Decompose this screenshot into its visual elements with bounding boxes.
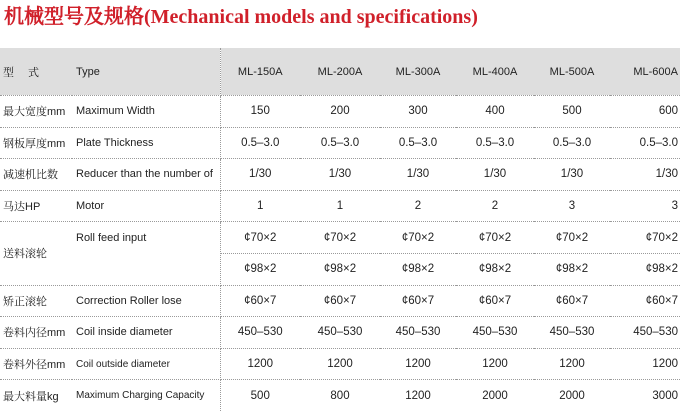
row-label-en: Coil outside diameter xyxy=(72,348,220,380)
value-cell: ¢98×2 xyxy=(534,253,610,285)
value-cell: 150 xyxy=(220,96,300,128)
value-cell: 0.5–3.0 xyxy=(610,127,680,159)
model-cell: ML-150A xyxy=(220,48,300,96)
value-cell: ¢70×2 xyxy=(534,222,610,254)
spec-row xyxy=(0,190,680,222)
header-en: Type xyxy=(72,48,220,96)
row-label-zh: 最大料量kg xyxy=(3,390,59,403)
value-cell: 0.5–3.0 xyxy=(300,127,380,159)
value-cell: 1/30 xyxy=(380,159,456,191)
value-cell: 200 xyxy=(300,96,380,128)
row-label-en: Roll feed input xyxy=(72,222,220,285)
value-cell: ¢98×2 xyxy=(456,253,534,285)
value-cell: 3 xyxy=(610,190,680,222)
row-label-zh: 卷料内径mm xyxy=(0,317,72,349)
value-cell: 1200 xyxy=(534,348,610,380)
value-cell: 1/30 xyxy=(456,159,534,191)
spec-row xyxy=(0,317,680,349)
value-cell: 1200 xyxy=(405,389,431,402)
value-cell: 1/30 xyxy=(220,159,300,191)
value-cell: ¢98×2 xyxy=(610,253,680,285)
model-cell: ML-200A xyxy=(300,48,380,96)
spec-table xyxy=(0,48,680,411)
value-cell: 1200 xyxy=(380,348,456,380)
value-cell: ¢98×2 xyxy=(220,253,300,285)
value-cell: ¢60×7 xyxy=(380,285,456,317)
row-label-zh: 矫正滚轮 xyxy=(0,285,72,317)
value-cell: 450–530 xyxy=(534,317,610,349)
spec-row xyxy=(0,222,680,254)
value-cell: 500 xyxy=(250,389,270,402)
value-cell: 450–530 xyxy=(220,317,300,349)
value-cell: 400 xyxy=(456,96,534,128)
row-label-zh: 减速机比数 xyxy=(0,159,72,191)
row-label-zh: 马达HP xyxy=(0,190,72,222)
value-cell: 0.5–3.0 xyxy=(534,127,610,159)
value-cell: ¢60×7 xyxy=(220,285,300,317)
value-cell: 2000 xyxy=(482,389,508,402)
value-cell: 450–530 xyxy=(300,317,380,349)
value-cell: ¢60×7 xyxy=(456,285,534,317)
value-cell: 2 xyxy=(456,190,534,222)
spec-row xyxy=(0,127,680,159)
spec-row xyxy=(0,96,680,128)
value-cell: 1/30 xyxy=(610,159,680,191)
row-label-en: Plate Thickness xyxy=(72,127,220,159)
value-cell: ¢60×7 xyxy=(534,285,610,317)
row-label-en: Maximum Charging Capacity xyxy=(72,380,220,411)
value-cell: 1200 xyxy=(300,348,380,380)
value-cell: 3000 xyxy=(652,389,678,402)
value-cell: ¢98×2 xyxy=(380,253,456,285)
value-cell: 3 xyxy=(534,190,610,222)
model-cell: ML-500A xyxy=(534,48,610,96)
value-cell: 1200 xyxy=(220,348,300,380)
value-cell: 1200 xyxy=(610,348,680,380)
row-label-en: Maximum Width xyxy=(72,96,220,128)
row-label-zh: 最大宽度mm xyxy=(0,96,72,128)
value-cell: ¢70×2 xyxy=(220,222,300,254)
value-cell: 1 xyxy=(220,190,300,222)
value-cell: ¢70×2 xyxy=(456,222,534,254)
value-cell: ¢60×7 xyxy=(610,285,680,317)
spec-row xyxy=(0,348,680,380)
value-cell: 0.5–3.0 xyxy=(456,127,534,159)
value-cell: ¢70×2 xyxy=(610,222,680,254)
value-cell: 500 xyxy=(534,96,610,128)
value-cell: 1 xyxy=(300,190,380,222)
value-cell: 0.5–3.0 xyxy=(220,127,300,159)
model-cell: ML-600A xyxy=(610,48,680,96)
spec-row xyxy=(0,380,680,411)
value-cell: 800 xyxy=(330,389,350,402)
value-cell: 600 xyxy=(610,96,680,128)
row-label-en: Correction Roller lose xyxy=(72,285,220,317)
row-label-en: Coil inside diameter xyxy=(72,317,220,349)
value-cell: ¢60×7 xyxy=(300,285,380,317)
value-cell: 450–530 xyxy=(456,317,534,349)
header-zh: 型 式 xyxy=(0,48,72,96)
value-cell: 0.5–3.0 xyxy=(380,127,456,159)
row-label-en: Reducer than the number of xyxy=(72,159,220,191)
header-row xyxy=(0,48,680,96)
value-cell: 1/30 xyxy=(534,159,610,191)
value-cell: 450–530 xyxy=(380,317,456,349)
row-label-zh: 卷料外径mm xyxy=(0,348,72,380)
value-cell: 300 xyxy=(380,96,456,128)
value-cell: 2000 xyxy=(559,389,585,402)
row-label-zh: 钢板厚度mm xyxy=(0,127,72,159)
spec-row xyxy=(0,285,680,317)
row-label-en: Motor xyxy=(72,190,220,222)
value-cell: 1/30 xyxy=(300,159,380,191)
spec-row xyxy=(0,159,680,191)
value-cell: ¢70×2 xyxy=(380,222,456,254)
row-label-zh: 送料滚轮 xyxy=(0,222,72,285)
model-cell: ML-300A xyxy=(380,48,456,96)
page-title: 机械型号及规格(Mechanical models and specifications) xyxy=(4,6,478,28)
value-cell: ¢70×2 xyxy=(300,222,380,254)
value-cell: 2 xyxy=(380,190,456,222)
value-cell: 1200 xyxy=(456,348,534,380)
value-cell: 450–530 xyxy=(610,317,680,349)
model-cell: ML-400A xyxy=(456,48,534,96)
value-cell: ¢98×2 xyxy=(300,253,380,285)
